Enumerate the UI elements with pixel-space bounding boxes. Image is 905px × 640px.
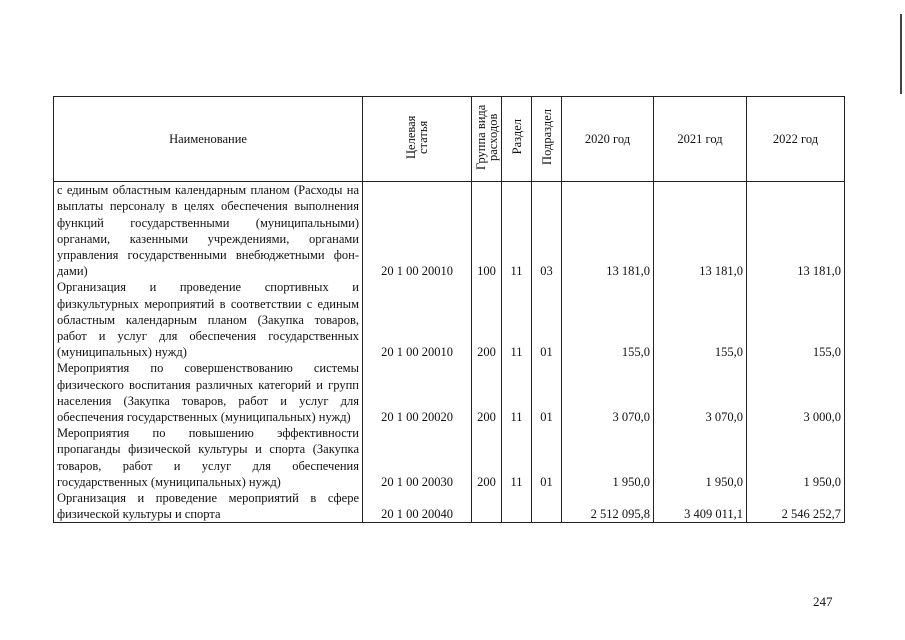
row-2021-amount: 13 181,0 (654, 182, 747, 280)
row-expense-group (472, 490, 502, 523)
header-expense-group: Группа вида расходов (472, 97, 502, 182)
row-section: 11 (502, 360, 532, 425)
row-target-article: 20 1 00 20030 (363, 425, 472, 490)
row-expense-group: 100 (472, 182, 502, 280)
row-2020-amount: 13 181,0 (562, 182, 654, 280)
header-year-2021: 2021 год (654, 97, 747, 182)
row-name: с единым областным календарным планом (Расходы на выплаты персоналу в целях обеспечения выполнения функций государственными (муниципальными) органами, казенными учреждениями, органами управления государственными внебюджетными фондами) (54, 182, 363, 280)
row-2022-amount: 155,0 (747, 279, 845, 360)
row-2022-amount: 1 950,0 (747, 425, 845, 490)
row-target-article: 20 1 00 20040 (363, 490, 472, 523)
table-row (54, 360, 845, 425)
row-2022-amount: 3 000,0 (747, 360, 845, 425)
table-row (54, 182, 845, 280)
row-subsection: 01 (532, 425, 562, 490)
row-target-article: 20 1 00 20010 (363, 279, 472, 360)
page-number: 247 (813, 594, 833, 609)
row-section: 11 (502, 182, 532, 280)
row-subsection (532, 490, 562, 523)
row-expense-group: 200 (472, 279, 502, 360)
row-2020-amount: 155,0 (562, 279, 654, 360)
header-year-2022: 2022 год (747, 97, 845, 182)
header-name: Наименование (54, 97, 363, 182)
row-name: Мероприятия по совершенствованию системы физического воспитания различных категорий и групп населения (Закупка товаров, работ и услуг для обеспечения государственных (муниципальных) нужд) (54, 360, 363, 425)
table-header-row (54, 97, 845, 182)
row-section: 11 (502, 425, 532, 490)
page-edge-rule (900, 14, 902, 94)
row-2021-amount: 155,0 (654, 279, 747, 360)
row-name: Организация и проведение спортивных и физкультурных мероприятий в соответствии с единым областным календарным планом (Закупка товаров, работ и услуг для обеспечения государственных (муниципальных) нужд) (54, 279, 363, 360)
header-target-article: Целевая статья (363, 97, 472, 182)
row-2022-amount: 13 181,0 (747, 182, 845, 280)
row-section: 11 (502, 279, 532, 360)
row-2020-amount: 3 070,0 (562, 360, 654, 425)
table-row (54, 425, 845, 490)
table-row (54, 490, 845, 523)
budget-table (53, 96, 845, 523)
row-2022-amount: 2 546 252,7 (747, 490, 845, 523)
row-subsection: 01 (532, 279, 562, 360)
header-subsection: Подраздел (532, 97, 562, 182)
row-2021-amount: 3 409 011,1 (654, 490, 747, 523)
row-2021-amount: 1 950,0 (654, 425, 747, 490)
table-row (54, 279, 845, 360)
row-subsection: 03 (532, 182, 562, 280)
row-target-article: 20 1 00 20020 (363, 360, 472, 425)
row-name: Организация и проведение мероприятий в сфере физической культуры и спорта (54, 490, 363, 523)
row-2020-amount: 1 950,0 (562, 425, 654, 490)
header-section: Раздел (502, 97, 532, 182)
row-name: Мероприятия по повышению эффективности пропаганды физической культуры и спорта (Закупка товаров, работ и услуг для обеспечения государственных (муниципальных) нужд) (54, 425, 363, 490)
row-subsection: 01 (532, 360, 562, 425)
row-section (502, 490, 532, 523)
row-target-article: 20 1 00 20010 (363, 182, 472, 280)
row-expense-group: 200 (472, 360, 502, 425)
row-expense-group: 200 (472, 425, 502, 490)
row-2020-amount: 2 512 095,8 (562, 490, 654, 523)
header-year-2020: 2020 год (562, 97, 654, 182)
row-2021-amount: 3 070,0 (654, 360, 747, 425)
